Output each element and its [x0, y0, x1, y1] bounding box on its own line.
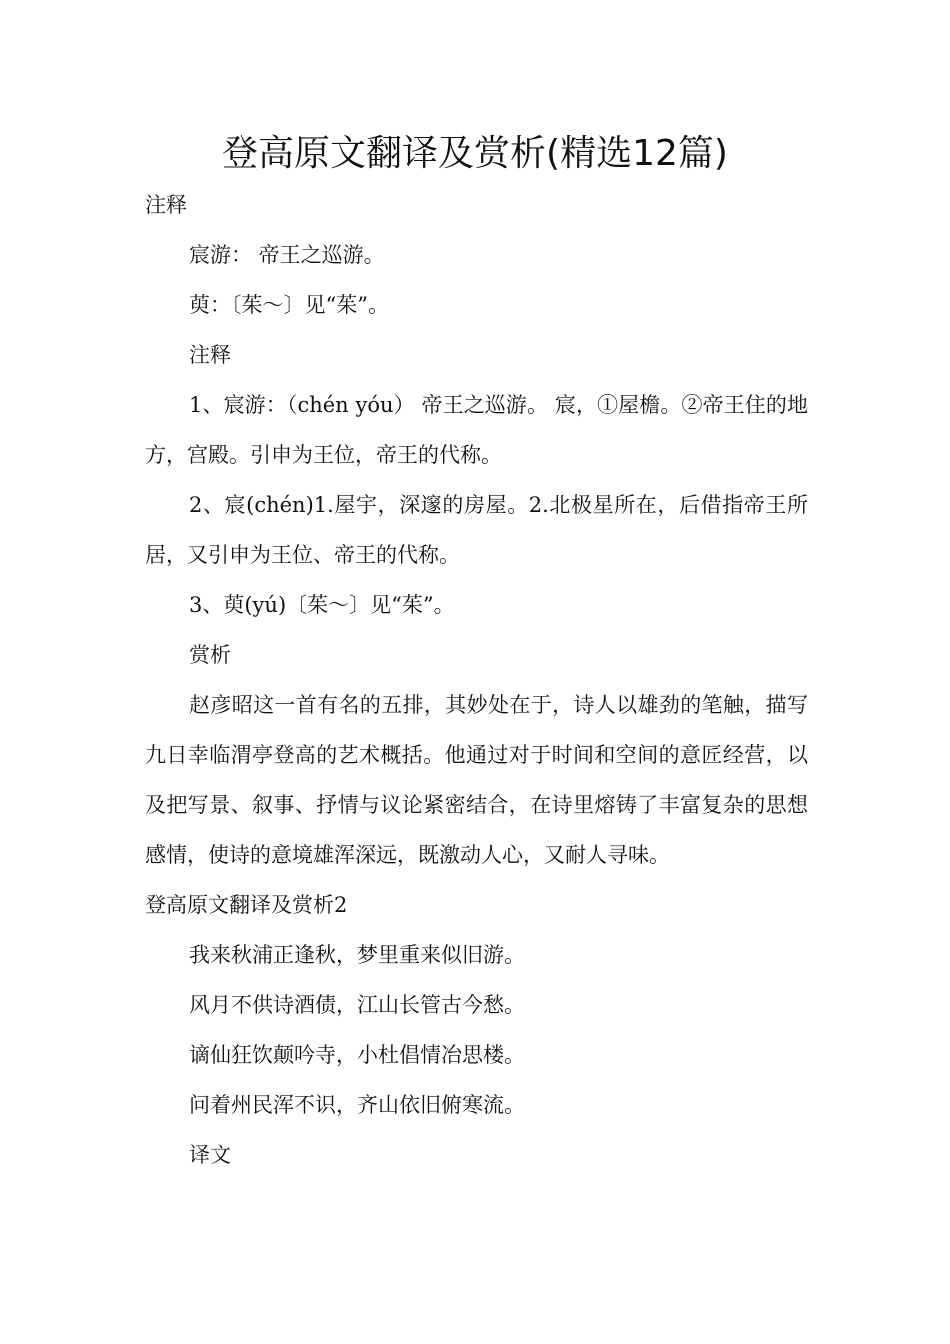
- document-title: 登高原文翻译及赏析(精选12篇): [222, 133, 728, 174]
- paragraph: 3、萸(yú)〔茱～〕见“茱”。: [189, 593, 455, 617]
- section-heading: 登高原文翻译及赏析2: [145, 893, 348, 917]
- poem-line: 谪仙狂饮颠吟寺，小杜倡情冶思楼。: [189, 1043, 525, 1067]
- paragraph: 赵彦昭这一首有名的五排，其妙处在于，诗人以雄劲的笔触，描写九日幸临渭亭登高的艺术概括。他通过对于时间和空间的意匠经营，以及把写景、叙事、抒情与议论紧密结合，在诗里熔铸了丰富复杂的思想感情，使诗的意境雄浑深远，既激动人心，又耐人寻味。: [145, 693, 808, 867]
- document-body: [145, 180, 808, 1180]
- paragraph-subheading-appreciation: 赏析: [189, 643, 231, 667]
- paragraph: 萸：〔茱～〕见“茱”。: [189, 293, 389, 317]
- paragraph: 宸游： 帝王之巡游。: [189, 243, 385, 267]
- paragraph: 1、宸游：（chén yóu） 帝王之巡游。 宸，①屋檐。②帝王住的地方，宫殿。引申为王位，帝王的代称。: [145, 393, 808, 467]
- paragraph: 2、宸(chén)1.屋宇，深邃的房屋。2.北极星所在，后借指帝王所居，又引申为王位、帝王的代称。: [145, 493, 808, 567]
- paragraph-heading-notes: 注释: [145, 193, 187, 217]
- paragraph-subheading-translation: 译文: [189, 1143, 231, 1167]
- paragraph-subheading-notes: 注释: [189, 343, 231, 367]
- poem-line: 问着州民浑不识，齐山依旧俯寒流。: [189, 1093, 525, 1117]
- poem-line: 风月不供诗酒债，江山长管古今愁。: [189, 993, 525, 1017]
- poem-line: 我来秋浦正逢秋，梦里重来似旧游。: [189, 943, 525, 967]
